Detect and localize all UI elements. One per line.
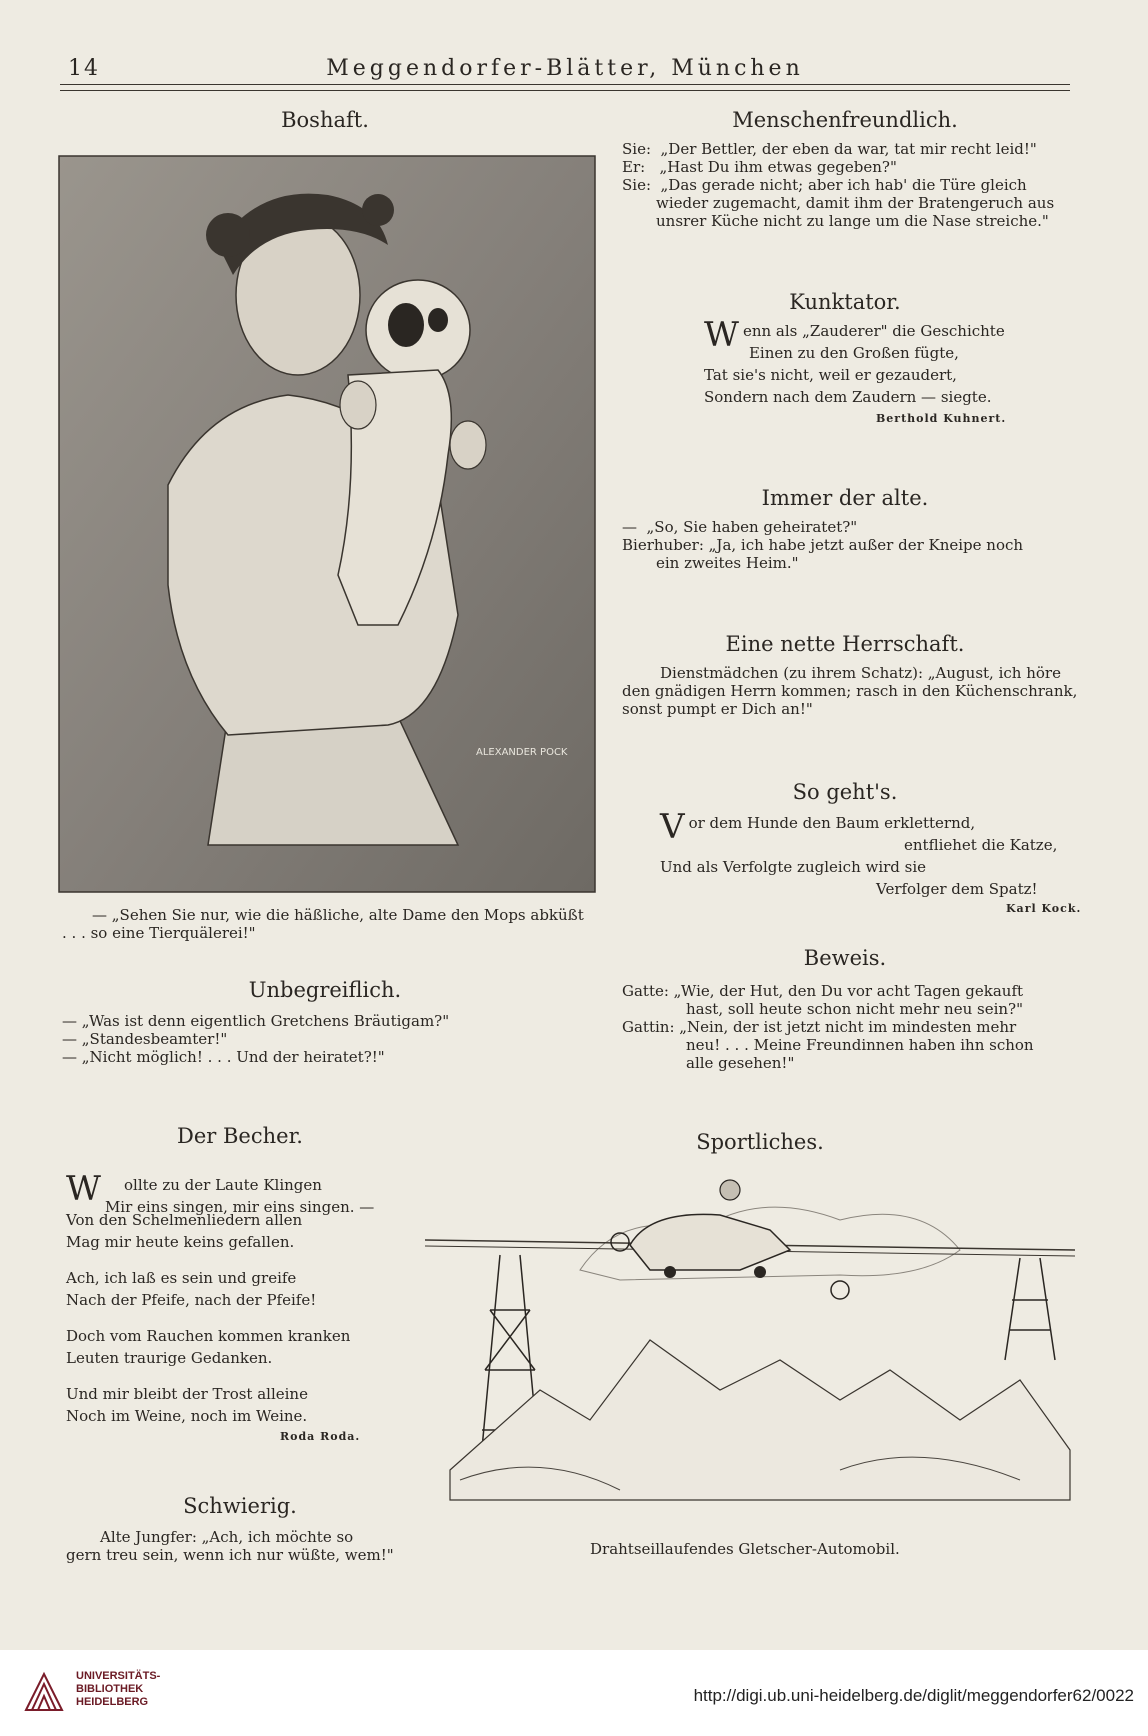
unbegreiflich-line-2: — „Standesbeamter!" (62, 1030, 228, 1048)
publication-title: Meggendorfer-Blätter, München (326, 56, 804, 81)
schwierig-line-1: Alte Jungfer: „Ach, ich möchte so (100, 1528, 354, 1546)
kunktator-line-2: Einen zu den Großen fügte, (748, 344, 959, 362)
sogehts-line-2: entfliehet die Katze, (904, 836, 1058, 854)
becher-author: Roda Roda. (280, 1430, 361, 1443)
becher-line-8: Leuten traurige Gedanken. (66, 1349, 273, 1367)
page-number: 14 (68, 56, 100, 81)
menschen-line-3: Sie: „Das gerade nicht; aber ich hab' die Türe gleich (622, 176, 1027, 194)
becher-line-9: Und mir bleibt der Trost alleine (66, 1385, 308, 1403)
becher-line-1: ollte zu der Laute Klingen (124, 1176, 322, 1194)
becher-line-5: Ach, ich laß es sein und greife (66, 1269, 297, 1287)
kunktator-drop-cap: W (704, 315, 739, 355)
unbegreiflich-title: Unbegreiflich. (248, 978, 402, 1002)
herrschaft-line-1: Dienstmädchen (zu ihrem Schatz): „August, ich höre (660, 664, 1061, 682)
beweis-title: Beweis. (803, 946, 887, 970)
sogehts-title: So geht's. (792, 780, 898, 804)
source-url-link[interactable]: http://digi.ub.uni-heidelberg.de/diglit/meggendorfer62/0022 (693, 1686, 1134, 1705)
unbegreiflich-line-3: — „Nicht möglich! . . . Und der heiratet?!" (62, 1048, 385, 1066)
sogehts-drop-cap: V (660, 807, 685, 847)
kunktator-poem (704, 315, 1005, 364)
beweis-line-1: Gatte: „Wie, der Hut, den Du vor acht Tagen gekauft (622, 982, 1024, 1000)
artist-signature: ALEXANDER POCK (476, 747, 568, 758)
menschen-line-2: Er: „Hast Du ihm etwas gegeben?" (622, 158, 897, 176)
immer-title: Immer der alte. (761, 486, 929, 510)
sport-illustration (420, 1170, 1080, 1530)
becher-line-10: Noch im Weine, noch im Weine. (66, 1407, 308, 1425)
sogehts-line-1: or dem Hunde den Baum erkletternd, (688, 814, 976, 832)
sogehts-line-3: Und als Verfolgte zugleich wird sie (660, 858, 927, 876)
schwierig-line-2: gern treu sein, wenn ich nur wüßte, wem!" (66, 1546, 394, 1564)
kunktator-title: Kunktator. (789, 290, 901, 314)
footer-bar (0, 1650, 1148, 1736)
becher-line-3: Von den Schelmenliedern allen (66, 1211, 303, 1229)
beweis-line-2: hast, soll heute schon nicht mehr neu sein?" (686, 1000, 1024, 1018)
becher-line-4: Mag mir heute keins gefallen. (66, 1233, 295, 1251)
kunktator-line-3: Tat sie's nicht, weil er gezaudert, (704, 366, 957, 384)
header-rule-2 (60, 90, 1070, 91)
header-rule (60, 84, 1070, 85)
kunktator-author: Berthold Kuhnert. (876, 412, 1007, 425)
university-logo-icon (22, 1670, 66, 1714)
schwierig-title: Schwierig. (183, 1494, 297, 1518)
boshaft-caption-2: . . . so eine Tierquälerei!" (62, 924, 256, 942)
becher-line-6: Nach der Pfeife, nach der Pfeife! (66, 1291, 317, 1309)
immer-line-2: Bierhuber: „Ja, ich habe jetzt außer der Kneipe noch (622, 536, 1024, 554)
becher-line-2: Mir eins singen, mir eins singen. — (104, 1198, 375, 1216)
boshaft-title: Boshaft. (281, 108, 369, 132)
kunktator-line-4: Sondern nach dem Zaudern — siegte. (704, 388, 992, 406)
beweis-line-3: Gattin: „Nein, der ist jetzt nicht im mindesten mehr (622, 1018, 1017, 1036)
immer-line-1: — „So, Sie haben geheiratet?" (622, 518, 858, 536)
menschen-line-4: wieder zugemacht, damit ihm der Bratengeruch aus (656, 194, 1055, 212)
university-logo-text: UNIVERSITÄTS- BIBLIOTHEK HEIDELBERG (76, 1670, 161, 1708)
sogehts-author: Karl Kock. (1006, 902, 1082, 915)
sport-caption: Drahtseillaufendes Gletscher-Automobil. (590, 1540, 900, 1558)
boshaft-illustration (58, 155, 596, 893)
beweis-line-5: alle gesehen!" (686, 1054, 795, 1072)
unbegreiflich-line-1: — „Was ist denn eigentlich Gretchens Bräutigam?" (62, 1012, 450, 1030)
immer-line-3: ein zweites Heim." (656, 554, 799, 572)
menschen-title: Menschenfreundlich. (732, 108, 958, 132)
becher-line-7: Doch vom Rauchen kommen kranken (66, 1327, 351, 1345)
kunktator-line-1: enn als „Zauderer" die Geschichte (742, 322, 1005, 340)
beweis-line-4: neu! . . . Meine Freundinnen haben ihn schon (686, 1036, 1034, 1054)
becher-title: Der Becher. (177, 1124, 303, 1148)
sport-title: Sportliches. (696, 1130, 824, 1154)
menschen-line-5: unsrer Küche nicht zu lange um die Nase streiche." (656, 212, 1049, 230)
menschen-line-1: Sie: „Der Bettler, der eben da war, tat mir recht leid!" (622, 140, 1037, 158)
sogehts-line-4: Verfolger dem Spatz! (876, 880, 1038, 898)
herrschaft-line-2: den gnädigen Herrn kommen; rasch in den Küchenschrank, (622, 682, 1078, 700)
boshaft-caption-1: — „Sehen Sie nur, wie die häßliche, alte Dame den Mops abküßt (92, 906, 584, 924)
herrschaft-line-3: sonst pumpt er Dich an!" (622, 700, 813, 718)
herrschaft-title: Eine nette Herrschaft. (725, 632, 965, 656)
becher-drop-cap: W (66, 1169, 101, 1209)
